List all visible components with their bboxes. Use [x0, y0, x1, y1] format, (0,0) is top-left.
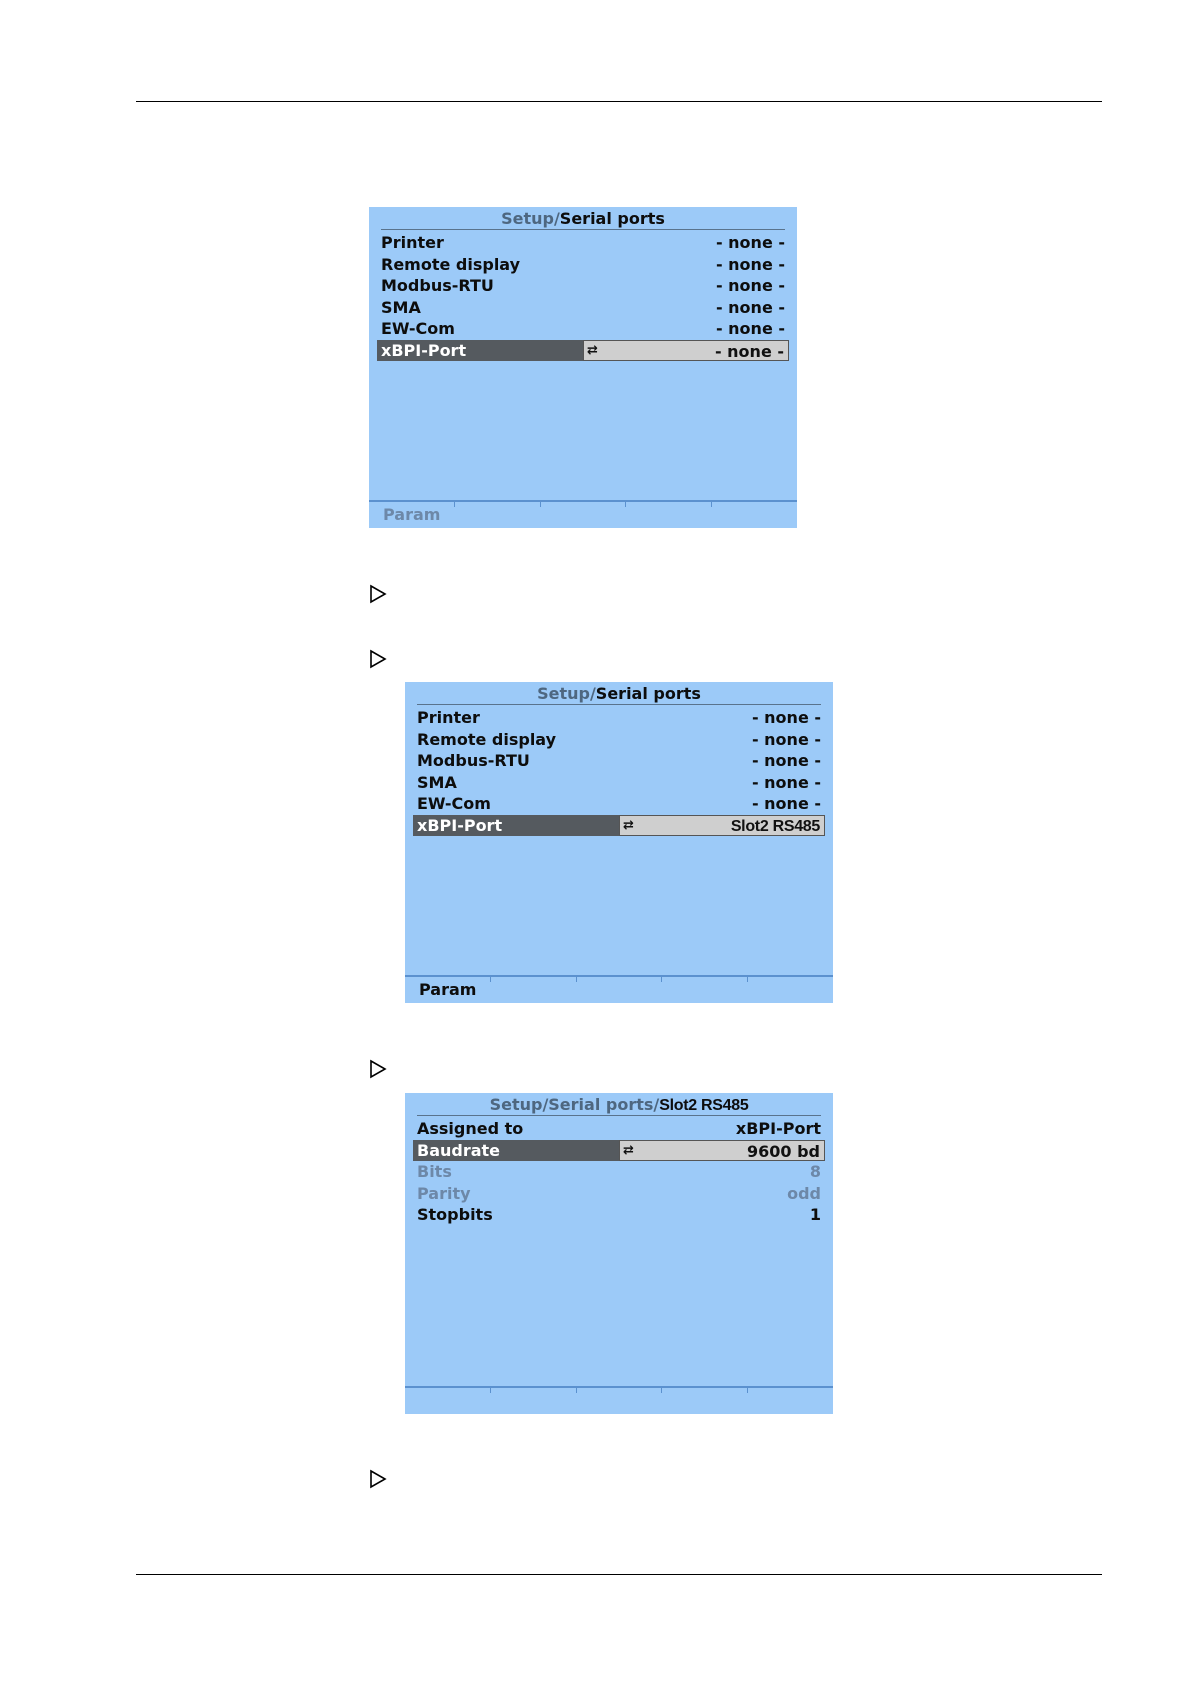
softkey-divider: [454, 500, 455, 507]
title-separator: /: [553, 209, 560, 228]
step-marker-icon: [367, 583, 389, 605]
menu-row-ew-com[interactable]: [377, 318, 789, 340]
value-selector[interactable]: [619, 1140, 825, 1161]
softkey-divider: [540, 500, 541, 507]
row-label: EW-Com: [417, 794, 491, 813]
device-screen-3: [405, 1093, 833, 1414]
toggle-arrows-icon: ⇄: [623, 1142, 634, 1158]
row-value: - none -: [715, 297, 785, 317]
menu-row-parity: [413, 1183, 825, 1205]
row-value: Slot2 RS485: [730, 817, 820, 835]
row-label: Assigned to: [417, 1119, 524, 1138]
row-value: odd: [787, 1183, 821, 1203]
softkey-divider: [490, 975, 491, 982]
row-label: Remote display: [381, 254, 521, 274]
value-selector[interactable]: [619, 815, 825, 836]
menu-row-xbpi-port-selected[interactable]: [377, 340, 789, 362]
header-rule: [136, 101, 1102, 102]
softkey-bar: [405, 975, 833, 1003]
row-label: Modbus-RTU: [417, 751, 530, 770]
softkey-param[interactable]: Param: [419, 980, 477, 999]
softkey-divider: [711, 500, 712, 507]
row-label: SMA: [381, 297, 421, 317]
menu-row-modbus[interactable]: [377, 275, 789, 297]
row-value: - none -: [751, 708, 821, 727]
row-label: Printer: [381, 233, 444, 252]
softkey-param[interactable]: Param: [383, 505, 441, 524]
menu-row-modbus[interactable]: [413, 750, 825, 772]
device-screen-1: [369, 207, 797, 528]
menu-row-xbpi-port-selected[interactable]: [413, 815, 825, 837]
title-crumb-setup: Setup: [537, 684, 590, 703]
row-label: xBPI-Port: [417, 815, 503, 835]
title-separator: /: [653, 1095, 660, 1114]
step-marker-icon: [367, 1058, 389, 1080]
menu-row-ew-com[interactable]: [413, 793, 825, 815]
row-label: EW-Com: [381, 319, 455, 338]
title-current: Serial ports: [559, 209, 665, 228]
softkey-bar: [405, 1386, 833, 1414]
softkey-divider: [576, 1386, 577, 1393]
menu-row-remote-display[interactable]: [413, 729, 825, 751]
row-value: - none -: [751, 772, 821, 792]
menu-row-assigned-to[interactable]: [413, 1118, 825, 1140]
title-separator: /: [589, 684, 596, 703]
toggle-arrows-icon: ⇄: [623, 817, 634, 833]
title-current: Slot2 RS485: [659, 1097, 749, 1114]
row-value: - none -: [751, 729, 821, 749]
screen-title: [381, 209, 785, 230]
row-value: - none -: [715, 233, 785, 252]
title-crumb-setup: Setup: [501, 209, 554, 228]
menu-row-baudrate-selected[interactable]: [413, 1140, 825, 1162]
screen-title: [417, 1095, 821, 1116]
row-value: - none -: [715, 276, 785, 295]
toggle-arrows-icon: ⇄: [587, 342, 598, 358]
row-value: - none -: [715, 254, 785, 274]
value-selector[interactable]: [583, 340, 789, 361]
menu-row-remote-display[interactable]: [377, 254, 789, 276]
softkey-divider: [747, 1386, 748, 1393]
row-label: SMA: [417, 772, 457, 792]
title-separator: /: [542, 1095, 549, 1114]
row-label: Remote display: [417, 729, 557, 749]
row-value: xBPI-Port: [735, 1119, 821, 1138]
menu-row-sma[interactable]: [413, 772, 825, 794]
row-value: - none -: [751, 751, 821, 770]
menu-row-sma[interactable]: [377, 297, 789, 319]
row-label: Parity: [417, 1183, 471, 1203]
row-label: Printer: [417, 708, 480, 727]
row-label: Bits: [417, 1162, 452, 1181]
footer-rule: [136, 1574, 1102, 1575]
title-current: Serial ports: [595, 684, 701, 703]
row-label: Baudrate: [417, 1140, 501, 1160]
softkey-bar: [369, 500, 797, 528]
row-value: 1: [809, 1205, 821, 1224]
softkey-divider: [490, 1386, 491, 1393]
screen-title: [417, 684, 821, 705]
menu-row-stopbits[interactable]: [413, 1204, 825, 1226]
row-value: 8: [809, 1162, 821, 1181]
menu-row-printer[interactable]: [413, 707, 825, 729]
row-label: Modbus-RTU: [381, 276, 494, 295]
title-crumb-serial-ports: Serial ports: [548, 1095, 654, 1114]
softkey-divider: [576, 975, 577, 982]
row-label: xBPI-Port: [381, 340, 467, 360]
menu-row-bits: [413, 1161, 825, 1183]
softkey-divider: [747, 975, 748, 982]
softkey-divider: [661, 975, 662, 982]
softkey-divider: [661, 1386, 662, 1393]
title-crumb-setup: Setup: [489, 1095, 543, 1114]
menu-row-printer[interactable]: [377, 232, 789, 254]
step-marker-icon: [367, 648, 389, 670]
row-value: 9600 bd: [746, 1141, 820, 1161]
row-label: Stopbits: [417, 1205, 493, 1224]
step-marker-icon: [367, 1468, 389, 1490]
row-value: - none -: [751, 794, 821, 813]
device-screen-2: [405, 682, 833, 1003]
row-value: - none -: [715, 319, 785, 338]
row-value: - none -: [714, 341, 784, 361]
softkey-divider: [625, 500, 626, 507]
